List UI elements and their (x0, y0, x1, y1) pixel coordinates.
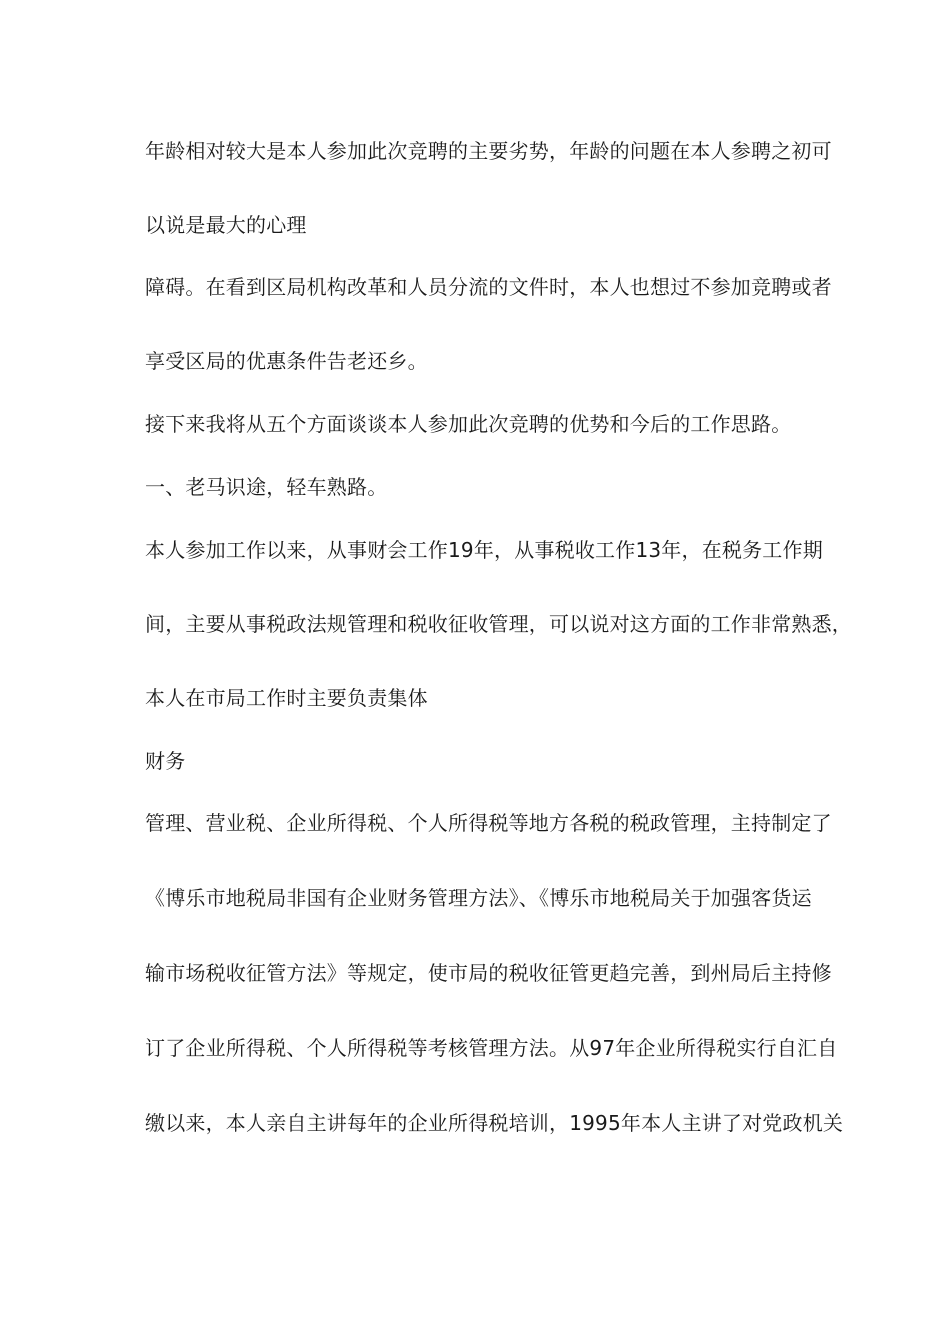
section-heading: 一、老马识途，轻车熟路。 (145, 475, 388, 499)
text-line: 以说是最大的心理 (145, 213, 307, 237)
text-line: 年龄相对较大是本人参加此次竞聘的主要劣势，年龄的问题在本人参聘之初可 (145, 139, 832, 163)
text-line: 《博乐市地税局非国有企业财务管理方法》、《博乐市地税局关于加强客货运 (145, 886, 812, 910)
text-line: 本人在市局工作时主要负责集体 (145, 686, 428, 710)
text-line: 订了企业所得税、个人所得税等考核管理方法。从97年企业所得税实行自汇自 (145, 1036, 838, 1060)
text-line: 缴以来，本人亲自主讲每年的企业所得税培训，1995年本人主讲了对党政机关 (145, 1111, 844, 1135)
text-line: 管理、营业税、企业所得税、个人所得税等地方各税的税政管理，主持制定了 (145, 811, 832, 835)
text-line: 间，主要从事税政法规管理和税收征收管理，可以说对这方面的工作非常熟悉， (145, 612, 852, 636)
text-line: 享受区局的优惠条件告老还乡。 (145, 349, 428, 373)
text-line: 本人参加工作以来，从事财会工作19年，从事税收工作13年，在税务工作期 (145, 538, 823, 562)
text-line: 输市场税收征管方法》等规定，使市局的税收征管更趋完善，到州局后主持修 (145, 961, 832, 985)
text-line: 财务 (145, 749, 186, 773)
text-line: 接下来我将从五个方面谈谈本人参加此次竞聘的优势和今后的工作思路。 (145, 412, 792, 436)
text-line: 障碍。在看到区局机构改革和人员分流的文件时，本人也想过不参加竞聘或者 (145, 275, 832, 299)
